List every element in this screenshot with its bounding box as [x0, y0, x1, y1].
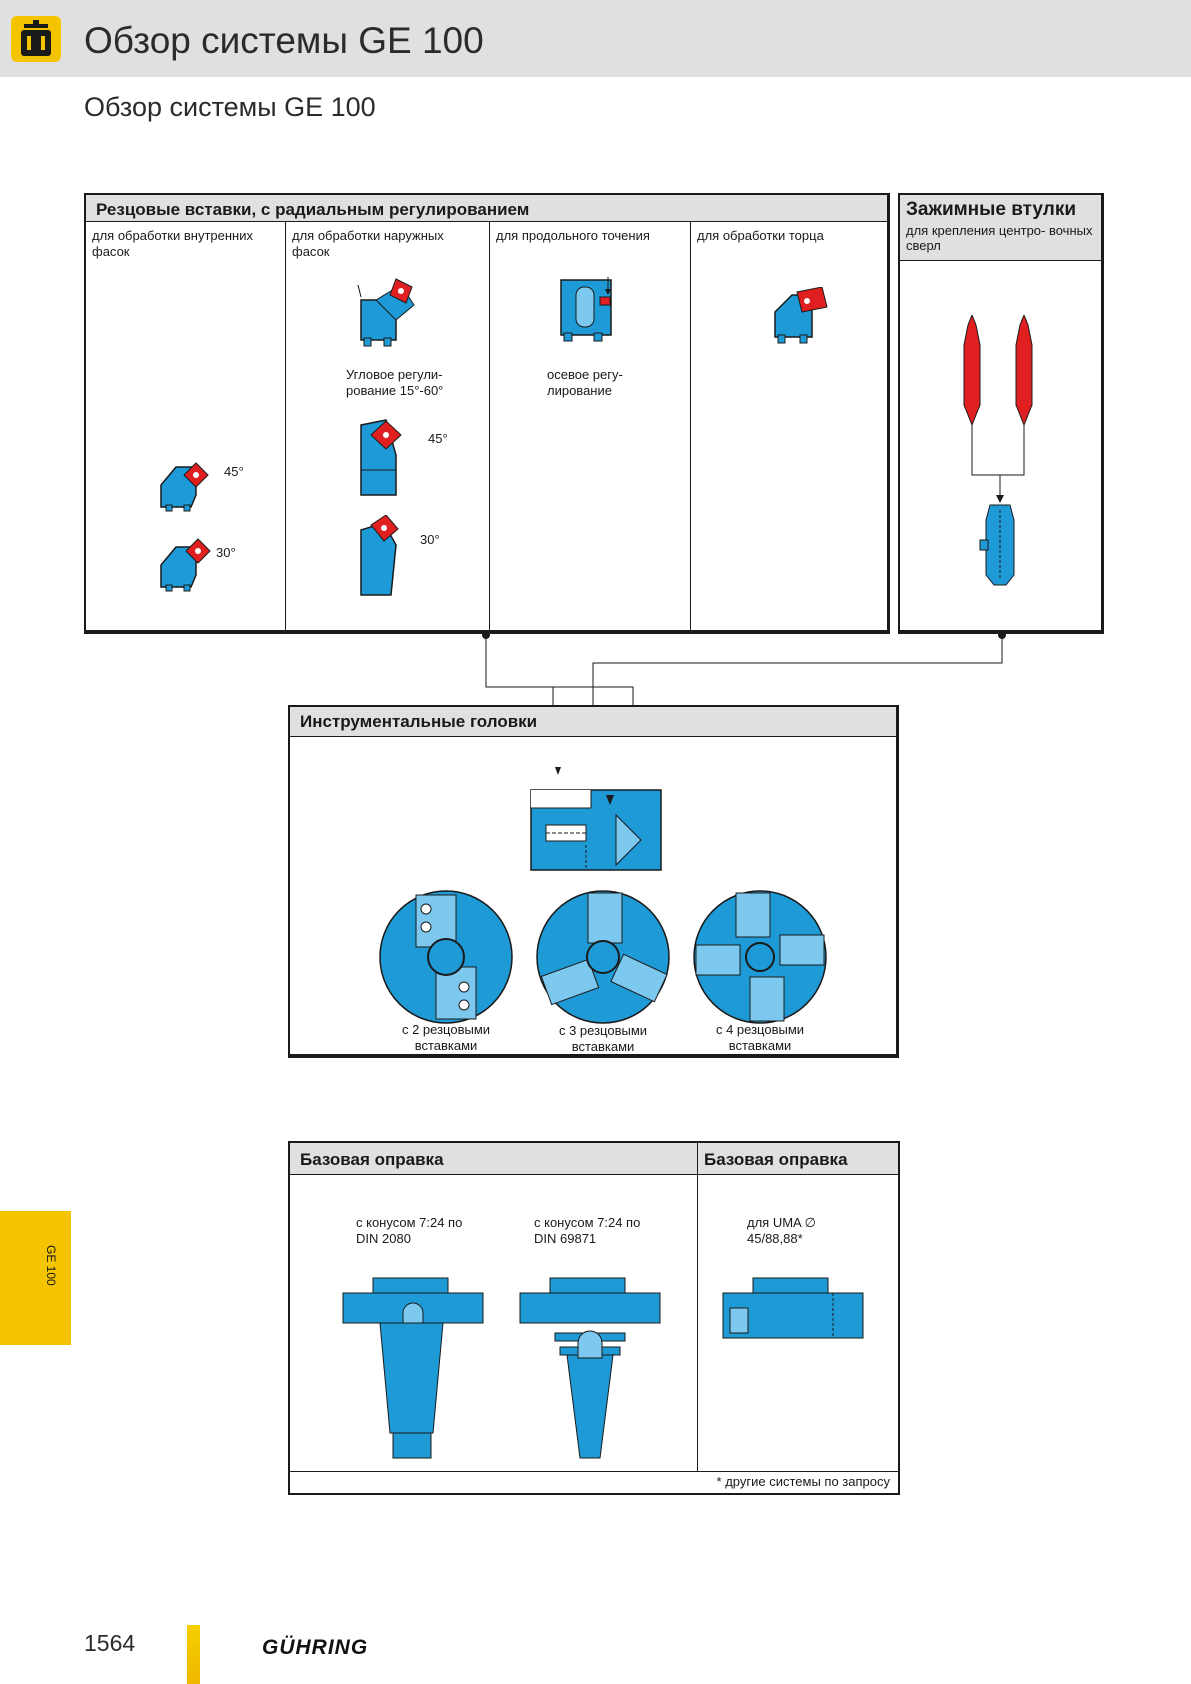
external-chamfer-insert	[356, 275, 426, 355]
side-tab	[0, 1211, 71, 1345]
column-divider	[285, 222, 286, 630]
column-divider	[690, 222, 691, 630]
longitudinal-turning-insert	[556, 275, 626, 355]
angle-label-45: 45°	[224, 464, 244, 479]
page-title: Обзор системы GE 100	[84, 20, 484, 61]
column-label-longitudinal-turning: для продольного точения	[496, 228, 650, 243]
footer-accent-bar	[187, 1625, 200, 1684]
head-label-3-inserts: с 3 резцовыми вставками	[558, 1023, 648, 1054]
base-holder-din69871	[515, 1273, 665, 1473]
sleeves-box-label: для крепления центро- вочных сверл	[906, 223, 1093, 253]
column-label-facing: для обработки торца	[697, 228, 824, 243]
head-label-2-inserts: с 2 резцовыми вставками	[401, 1022, 491, 1053]
base-holder-uma	[718, 1273, 868, 1363]
head-label-4-inserts: с 4 резцовыми вставками	[715, 1022, 805, 1053]
column-divider	[489, 222, 490, 630]
column-label-internal-chamfer: для обработки внутренних фасок	[92, 228, 253, 259]
tool-holder-icon	[11, 16, 61, 62]
inserts-box	[84, 193, 890, 634]
base-holder-din2080	[338, 1273, 488, 1473]
external-insert-30	[356, 515, 426, 605]
facing-insert	[772, 287, 842, 357]
brand-logo: GÜHRING	[262, 1636, 369, 1659]
external-insert-45	[356, 415, 426, 505]
tool-head-2-inserts	[376, 887, 516, 1027]
axial-adjust-note: осевое регу- лирование	[547, 367, 623, 398]
column-label-external-chamfer: для обработки наружных фасок	[292, 228, 444, 259]
angle-label-30-external: 30°	[420, 532, 440, 547]
base-holder-box	[288, 1141, 900, 1495]
tool-head-section	[526, 785, 666, 875]
centre-drill-diagram	[950, 315, 1060, 615]
clamping-sleeve-icon	[980, 505, 1014, 585]
angle-adjust-note: Угловое регули- рование 15°-60°	[346, 367, 444, 398]
tool-head-4-inserts	[690, 887, 830, 1027]
base-label-din2080: с конусом 7:24 по DIN 2080	[356, 1215, 463, 1246]
tool-head-3-inserts	[533, 887, 673, 1027]
angle-label-30: 30°	[216, 545, 236, 560]
insert-45	[161, 463, 208, 511]
base-holder-title-left: Базовая оправка	[300, 1150, 444, 1169]
side-tab-label: GE 100	[44, 1245, 58, 1286]
page-number: 1564	[84, 1630, 136, 1656]
inserts-box-title: Резцовые вставки, с радиальным регулированием	[86, 195, 887, 222]
page-subtitle: Обзор системы GE 100	[84, 92, 376, 122]
tool-heads-box	[288, 705, 899, 1058]
insert-30	[161, 539, 210, 591]
base-holder-title-right: Базовая оправка	[704, 1150, 848, 1169]
angle-label-45-external: 45°	[428, 431, 448, 446]
sleeves-box-title: Зажимные втулки	[906, 199, 1077, 220]
base-label-uma: для UMA ∅ 45/88,88*	[747, 1215, 816, 1246]
footnote: * другие системы по запросу	[716, 1474, 890, 1489]
tool-heads-box-title: Инструментальные головки	[290, 707, 896, 737]
sleeves-box-header	[900, 195, 1101, 261]
column-divider	[697, 1143, 698, 1471]
base-label-din69871: с конусом 7:24 по DIN 69871	[534, 1215, 641, 1246]
sleeves-box	[898, 193, 1104, 634]
centre-drill-icon	[964, 315, 1032, 425]
arrow-icons	[555, 767, 595, 787]
